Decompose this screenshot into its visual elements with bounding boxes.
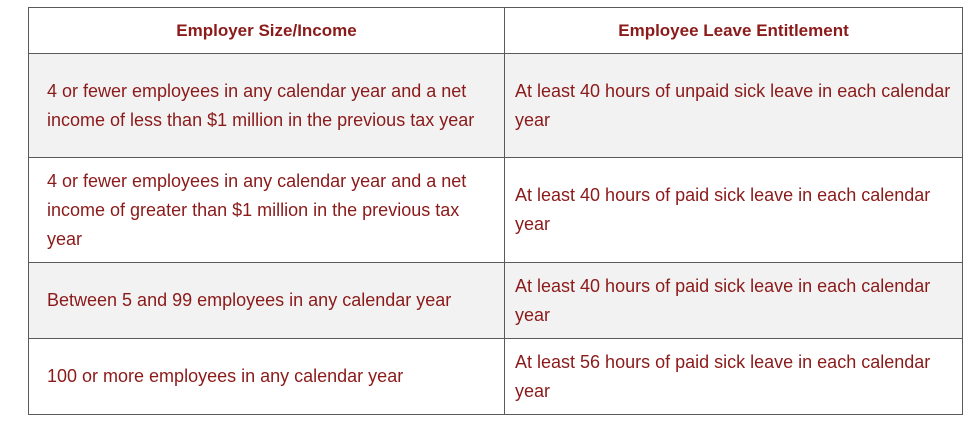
table-header-row [29,8,963,54]
employer-size-cell: 100 or more employees in any calendar year [29,339,505,415]
sick-leave-table [28,7,963,415]
leave-entitlement-cell: At least 40 hours of paid sick leave in each calendar year [505,158,963,263]
header-employer-size-income: Employer Size/Income [29,8,505,54]
employer-size-cell: 4 or fewer employees in any calendar year and a net income of greater than $1 million in the previous tax year [29,158,505,263]
header-employee-leave-entitlement: Employee Leave Entitlement [505,8,963,54]
employer-size-cell: 4 or fewer employees in any calendar year and a net income of less than $1 million in the previous tax year [29,54,505,158]
table-row [29,263,963,339]
leave-entitlement-cell: At least 40 hours of paid sick leave in each calendar year [505,263,963,339]
table-row [29,158,963,263]
leave-entitlement-cell: At least 56 hours of paid sick leave in each calendar year [505,339,963,415]
table-row [29,339,963,415]
table-row [29,54,963,158]
leave-entitlement-cell: At least 40 hours of unpaid sick leave in each calendar year [505,54,963,158]
employer-size-cell: Between 5 and 99 employees in any calendar year [29,263,505,339]
